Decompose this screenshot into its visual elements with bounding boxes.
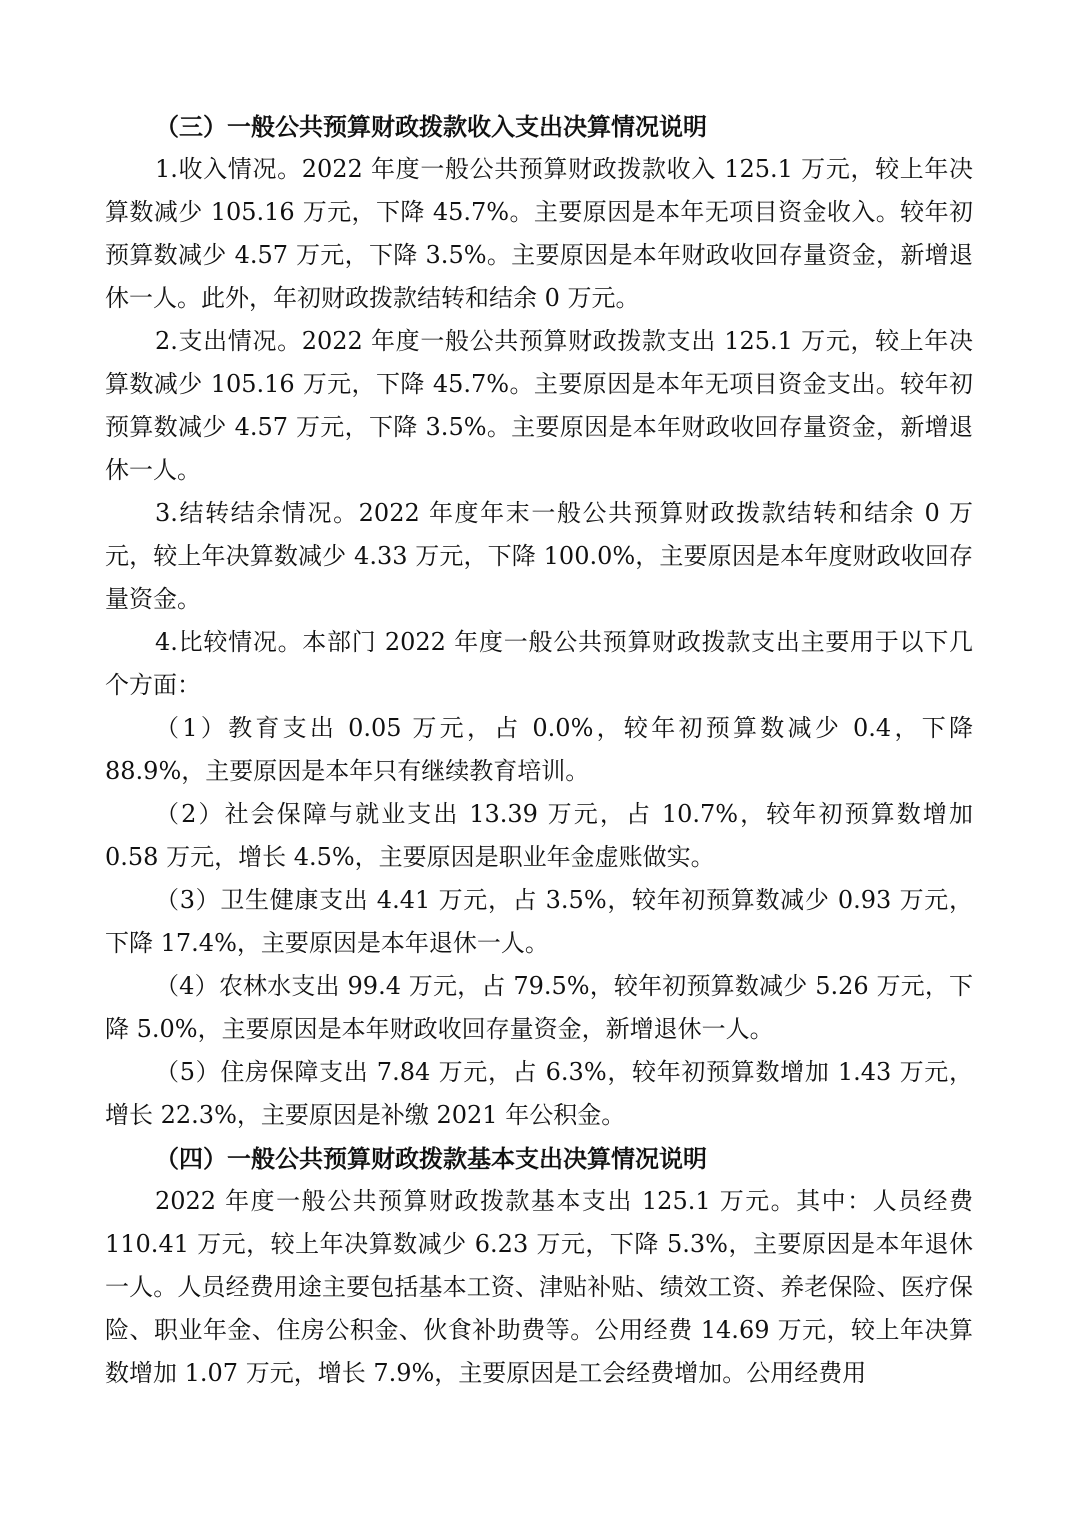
- paragraph-social-security: （2）社会保障与就业支出 13.39 万元，占 10.7%，较年初预算数增加 0.58 万元，增长 4.5%，主要原因是职业年金虚账做实。: [105, 800, 973, 871]
- paragraph-housing: （5）住房保障支出 7.84 万元，占 6.3%，较年初预算数增加 1.43 万元，增长 22.3%，主要原因是补缴 2021 年公积金。: [105, 1058, 973, 1129]
- paragraph-comparison: 4.比较情况。本部门 2022 年度一般公共预算财政拨款支出主要用于以下几个方面：: [105, 628, 973, 699]
- section-heading-4: （四）一般公共预算财政拨款基本支出决算情况说明: [155, 1144, 707, 1173]
- paragraph-basic-expenditure: 2022 年度一般公共预算财政拨款基本支出 125.1 万元。其中：人员经费 110.41 万元，较上年决算数减少 6.23 万元，下降 5.3%，主要原因是本年退休一人。人员经费用途主要包括基本工资、津贴补贴、绩效工资、养老保险、医疗保险、职业年金、住房公积金、伙食补助费等。公用经费 14.69 万元，较上年决算数增加 1.07 万元，增长 7.9%，主要原因是工会经费增加。公用经费用: [105, 1187, 973, 1387]
- paragraph-agriculture: （4）农林水支出 99.4 万元，占 79.5%，较年初预算数减少 5.26 万元，下降 5.0%，主要原因是本年财政收回存量资金，新增退休一人。: [105, 972, 973, 1043]
- paragraph-expenditure: 2.支出情况。2022 年度一般公共预算财政拨款支出 125.1 万元，较上年决算数减少 105.16 万元，下降 45.7%。主要原因是本年无项目资金支出。较年初预算数减少 4.57 万元，下降 3.5%。主要原因是本年财政收回存量资金，新增退休一人。: [105, 327, 973, 484]
- paragraph-education: （1）教育支出 0.05 万元，占 0.0%，较年初预算数减少 0.4，下降 88.9%，主要原因是本年只有继续教育培训。: [105, 714, 973, 785]
- paragraph-carryover: 3.结转结余情况。2022 年度年末一般公共预算财政拨款结转和结余 0 万元，较上年决算数减少 4.33 万元，下降 100.0%，主要原因是本年度财政收回存量资金。: [105, 499, 973, 613]
- section-heading-3: （三）一般公共预算财政拨款收入支出决算情况说明: [155, 112, 707, 141]
- paragraph-income: 1.收入情况。2022 年度一般公共预算财政拨款收入 125.1 万元，较上年决算数减少 105.16 万元，下降 45.7%。主要原因是本年无项目资金收入。较年初预算数减少 4.57 万元，下降 3.5%。主要原因是本年财政收回存量资金，新增退休一人。此外，年初财政拨款结转和结余 0 万元。: [105, 155, 973, 312]
- document-page: [105, 105, 973, 1395]
- paragraph-health: （3）卫生健康支出 4.41 万元，占 3.5%，较年初预算数减少 0.93 万元，下降 17.4%，主要原因是本年退休一人。: [105, 886, 973, 957]
